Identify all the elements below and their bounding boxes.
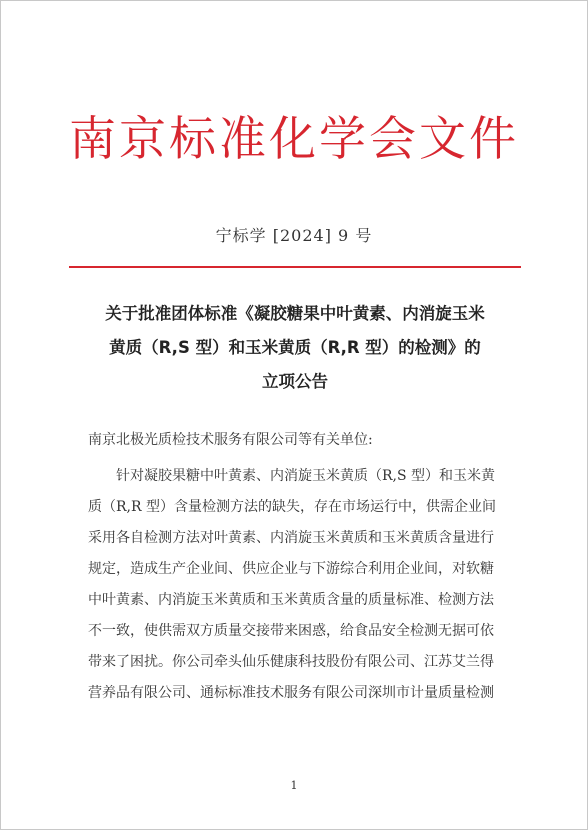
subject-line: 关于批准团体标准《凝胶糖果中叶黄素、内消旋玉米 (105, 304, 485, 323)
subject-heading (61, 297, 529, 399)
body-line: 不一致，使供需双方质量交接带来困惑，给食品安全检测无据可依 (88, 623, 494, 639)
subject-line: 黄质（R,S 型）和玉米黄质（R,R 型）的检测》的 (109, 338, 481, 357)
body-line: 带来了困扰。你公司牵头仙乐健康科技股份有限公司、江苏艾兰得 (88, 654, 494, 670)
red-divider-line (69, 266, 521, 268)
body-line: 质（R,R 型）含量检测方法的缺失，存在市场运行中，供需企业间 (88, 499, 496, 515)
body-line: 规定，造成生产企业间、供应企业与下游综合利用企业间，对软糖 (88, 561, 494, 577)
body-paragraph (88, 461, 528, 709)
addressee-line: 南京北极光质检技术服务有限公司等有关单位: (88, 432, 373, 448)
page-number: 1 (290, 779, 298, 792)
document-number: 宁标学 [2024] 9 号 (215, 226, 373, 245)
org-header-title: 南京标准化学会文件 (69, 112, 519, 167)
body-line: 中叶黄素、内消旋玉米黄质和玉米黄质含量的质量标准、检测方法 (88, 592, 494, 608)
subject-line: 立项公告 (262, 372, 328, 391)
body-line: 营养品有限公司、通标标准技术服务有限公司深圳市计量质量检测 (88, 685, 494, 701)
body-line: 采用各自检测方法对叶黄素、内消旋玉米黄质和玉米黄质含量进行 (88, 530, 494, 546)
body-line: 针对凝胶果糖中叶黄素、内消旋玉米黄质（R,S 型）和玉米黄 (116, 468, 496, 484)
